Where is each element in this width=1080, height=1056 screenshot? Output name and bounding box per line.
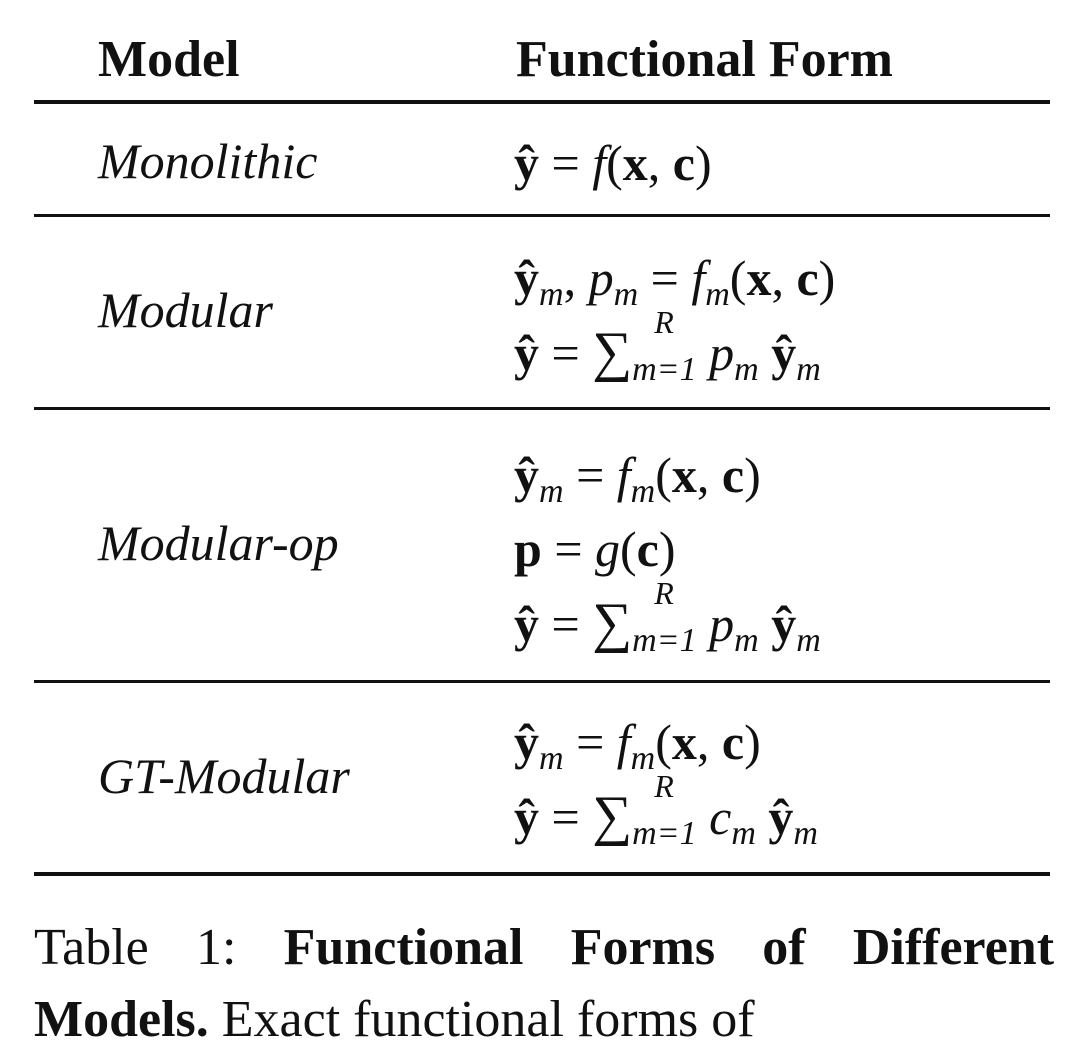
table-row-gt-modular: [34, 683, 1050, 873]
formula-line: ŷ = ∑ R $_{m=1}$ $p_m$ $ŷ_m$: [514, 304, 821, 388]
functional-forms-table: [34, 0, 1050, 880]
table-row-monolithic: [34, 104, 1050, 214]
model-name-gt-modular: GT-Modular: [98, 748, 350, 804]
header-model: Model: [98, 31, 240, 88]
table-row-modular-op: [34, 410, 1050, 680]
formula-line: $ŷ_m = f_m(x$, c): [514, 714, 761, 777]
formula-line: $ŷ_m = f_m(x$, c): [514, 447, 761, 510]
table-header: [34, 22, 1050, 92]
caption-title: Functional Forms of Different Models.: [34, 919, 1055, 1048]
formula-group-modular: [514, 241, 835, 389]
formula-group-modular-op: [514, 438, 821, 660]
caption-label: Table 1:: [34, 919, 237, 976]
model-name-modular-op: Modular-op: [98, 515, 339, 571]
formula-group-gt-modular: [514, 705, 818, 853]
formula-line: ŷ = ∑ R $_{m=1}$ $c_m$ $ŷ_m$: [514, 768, 818, 852]
model-name-monolithic: Monolithic: [98, 133, 318, 189]
bottom-rule: [34, 872, 1050, 876]
formula-line: ŷ = ∑ R $_{m=1}$ $p_m$ $ŷ_m$: [514, 575, 821, 659]
model-name-modular: Modular: [98, 282, 273, 338]
formula-line: $ŷ_m$, $p_m = f_m(x$, c): [514, 250, 836, 313]
formula-group-monolithic: [514, 126, 712, 200]
header-functional-form: Functional Form: [516, 31, 893, 88]
formula-line: ŷ = f(x, c): [514, 135, 712, 191]
formula-line: p = g(c): [514, 521, 676, 577]
table-caption: [34, 912, 1054, 1056]
table-row-modular: [34, 217, 1050, 407]
caption-text: Exact functional forms of: [221, 991, 755, 1048]
